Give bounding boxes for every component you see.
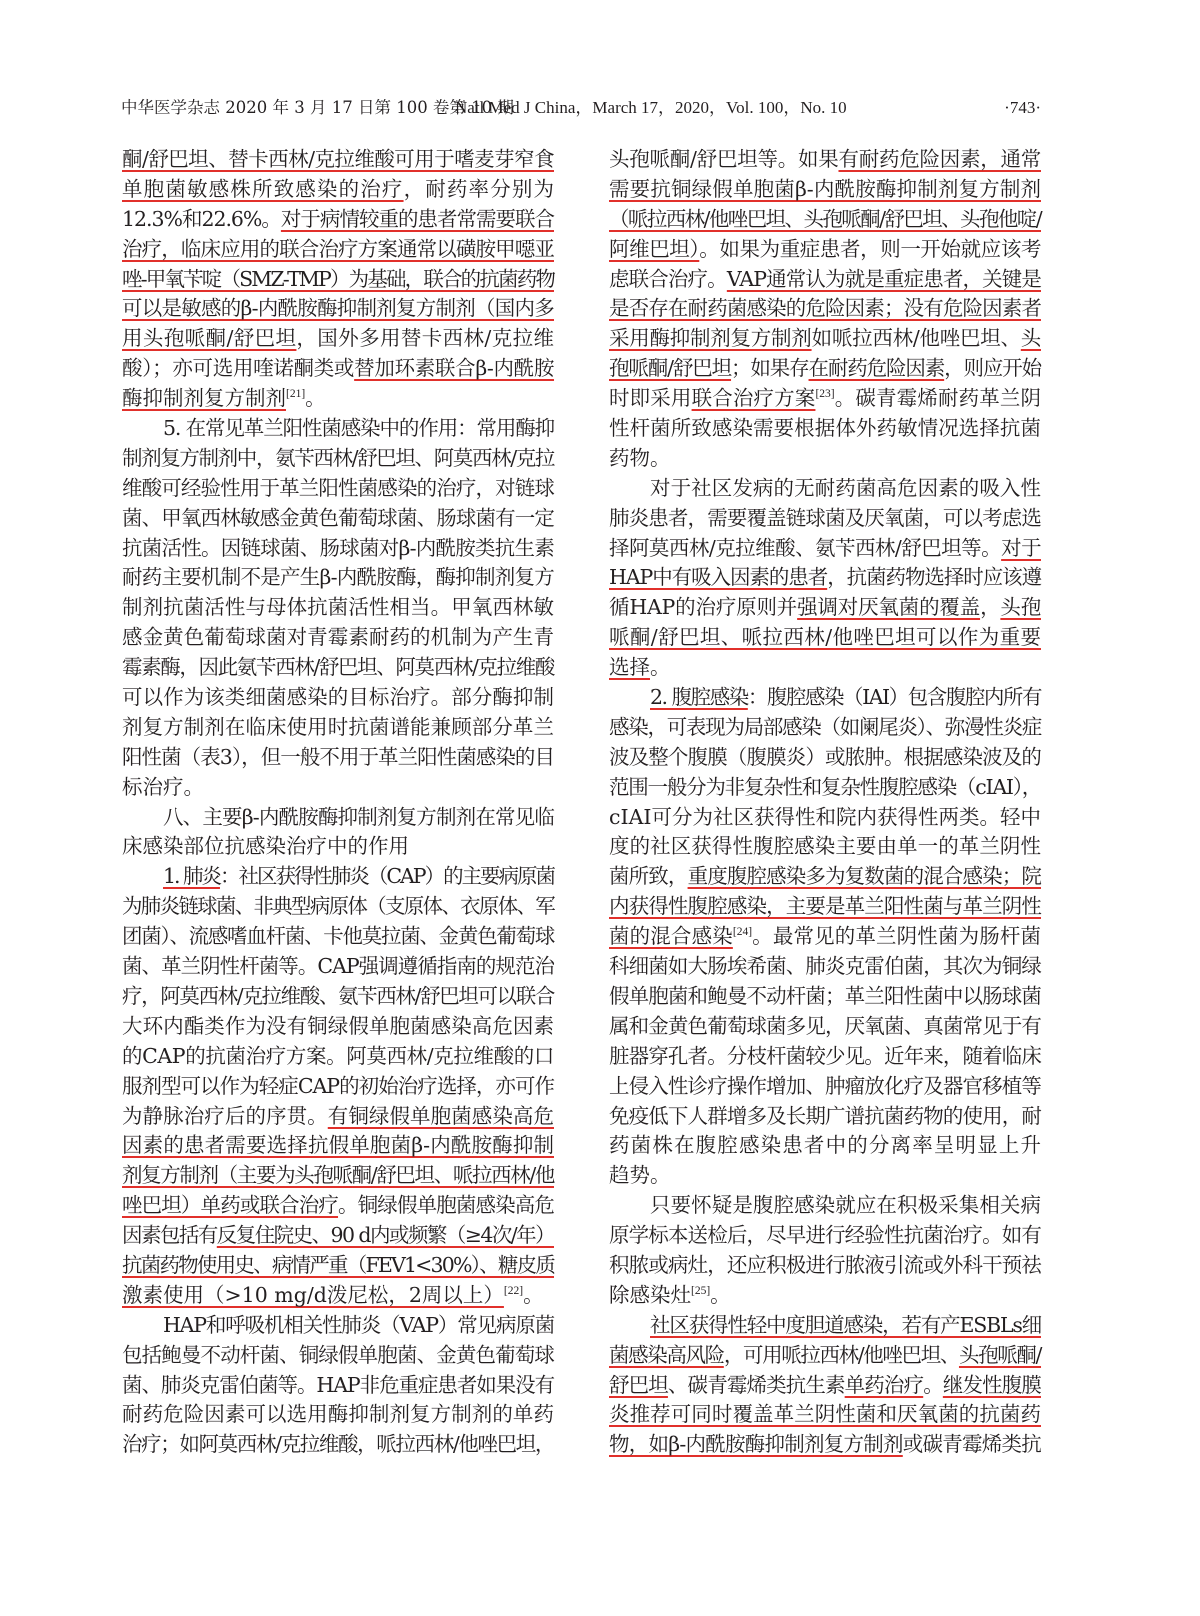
- text-span: 肺炎患者，需要覆盖链球菌及厌氧菌，可以考虑选: [609, 505, 1041, 530]
- underlined-text: 选择: [609, 655, 650, 680]
- text-line: [609, 354, 1041, 384]
- text-span: 5. 在常见革兰阳性菌感染中的作用：常用酶抑: [163, 416, 554, 441]
- text-line: [122, 324, 554, 354]
- underlined-text: 社区获得性轻中度胆道感染，若有产ESBLs细: [650, 1312, 1041, 1337]
- paragraph: [609, 145, 1041, 474]
- text-line: [609, 324, 1041, 354]
- underlined-text: 孢哌酮/舒巴坦: [609, 356, 732, 381]
- text-line: [609, 145, 1041, 175]
- underlined-text: 有耐药危险因素，通常: [838, 147, 1041, 171]
- underlined-text: 舒巴坦: [609, 1372, 668, 1397]
- text-span: 度的社区获得性腹腔感染主要由单一的革兰阴性: [609, 834, 1041, 859]
- text-span: 属和金黄色葡萄球菌多见，厌氧菌、真菌常见于有: [609, 1013, 1041, 1038]
- text-span: 或碳青霉烯类抗: [902, 1432, 1042, 1457]
- text-span: 维酸可经验性用于革兰阳性菌感染的治疗，对链球: [122, 475, 554, 500]
- text-span: 如哌拉西林/他唑巴坦、: [811, 326, 1021, 351]
- text-line: [609, 205, 1041, 235]
- text-span: 免疫低下人群增多及长期广谱抗菌药物的使用，耐: [609, 1103, 1041, 1128]
- text-line: [122, 205, 554, 235]
- underlined-text: 物，如β-内酰胺酶抑制剂复方制剂: [609, 1432, 903, 1457]
- text-line: [609, 1430, 1041, 1460]
- text-span: 的CAP的抗菌治疗方案。阿莫西林/克拉维酸的口: [122, 1043, 554, 1068]
- underlined-text: 头孢: [1000, 595, 1041, 620]
- underlined-text: 是否存在耐药菌感染的危险因素；没有危险因素者: [609, 296, 1041, 321]
- underlined-text: 头孢哌酮/: [958, 1342, 1042, 1367]
- text-line: [122, 922, 554, 952]
- text-span: 床感染部位抗感染治疗中的作用: [122, 834, 409, 859]
- text-line: [122, 1012, 554, 1042]
- underlined-text: 1. 肺炎: [163, 864, 220, 889]
- paragraph: [122, 862, 554, 1310]
- text-line: [122, 623, 554, 653]
- text-line: [609, 235, 1041, 265]
- text-line: [609, 832, 1041, 862]
- underlined-text: 重度腹腔感染多为复数菌的混合感染；院: [687, 864, 1041, 889]
- text-line: [122, 474, 554, 504]
- text-span: 波及整个腹膜（腹膜炎）或脓肿。根据感染波及的: [609, 744, 1041, 769]
- underlined-text: （哌拉西林/他唑巴坦、头孢哌酮/舒巴坦、头孢他啶/: [609, 206, 1041, 231]
- text-line: [609, 862, 1041, 892]
- text-span: ，: [980, 595, 1001, 620]
- text-span: 积脓或病灶，还应积极进行脓液引流或外科干预祛: [609, 1252, 1041, 1277]
- underlined-text: 激素使用（>10 mg/d泼尼松，2周以上）: [122, 1282, 504, 1307]
- text-span: 菌、甲氧西林敏感金黄色葡萄球菌、肠球菌有一定: [122, 505, 554, 530]
- text-span: 脏器穿孔者。分枝杆菌较少见。近年来，随着临床: [609, 1043, 1041, 1068]
- text-line: [609, 623, 1041, 653]
- text-span: 假单胞菌和鲍曼不动杆菌；革兰阳性菌中以肠球菌: [609, 983, 1041, 1008]
- text-line: [609, 474, 1041, 504]
- text-span: 霉素酶，因此氨苄西林/舒巴坦、阿莫西林/克拉维酸: [122, 655, 554, 680]
- underlined-text: 菌的混合感染: [609, 924, 733, 949]
- text-span: 科细菌如大肠埃希菌、肺炎克雷伯菌，其次为铜绿: [609, 954, 1041, 979]
- text-line: [122, 1161, 554, 1191]
- text-span: 。如果为重症患者，则一开始就应该考: [699, 236, 1041, 261]
- underlined-text: 联合治疗方案: [691, 386, 816, 411]
- text-line: [122, 803, 554, 833]
- underlined-text: 有铜绿假单胞菌感染高危: [327, 1103, 554, 1128]
- underlined-text: 酶抑制剂复方制剂: [122, 386, 286, 411]
- text-line: [122, 1341, 554, 1371]
- underlined-text: 强调对厌氧菌的覆盖: [797, 595, 981, 620]
- text-line: [609, 593, 1041, 623]
- text-line: [122, 354, 554, 384]
- text-line: [122, 1072, 554, 1102]
- text-span: 对于社区发病的无耐药菌高危因素的吸入性: [650, 475, 1041, 500]
- underlined-text: 阿维巴坦）: [609, 236, 700, 261]
- text-span: 。: [305, 386, 326, 411]
- text-line: [609, 444, 1041, 474]
- text-span: HAP和呼吸机相关性肺炎（VAP）常见病原菌: [163, 1312, 554, 1337]
- right-column: [609, 145, 1041, 1460]
- text-span: ，则应开始: [944, 356, 1041, 381]
- citation-ref: [24]: [732, 926, 753, 939]
- paragraph: [609, 474, 1041, 683]
- text-line: [609, 713, 1041, 743]
- text-line: [609, 563, 1041, 593]
- text-span: 包括鲍曼不动杆菌、铜绿假单胞菌、金黄色葡萄球: [122, 1342, 554, 1367]
- text-line: [609, 294, 1041, 324]
- underlined-text: 头: [1020, 326, 1041, 351]
- text-line: [122, 653, 554, 683]
- underlined-text: 唑巴坦）单药或联合治疗: [122, 1193, 339, 1218]
- underlined-text: 炎推荐可同时覆盖革兰阴性菌和厌氧菌的抗菌药: [609, 1402, 1041, 1427]
- text-line: [609, 743, 1041, 773]
- text-span: 趋势。: [609, 1163, 671, 1188]
- underlined-text: 需要抗铜绿假单胞菌β-内酰胺酶抑制剂复方制剂: [609, 176, 1041, 201]
- underlined-text: 剂复方制剂（主要为头孢哌酮/舒巴坦、哌拉西林/他: [122, 1163, 554, 1188]
- underlined-text: 采用酶抑制剂复方制剂: [609, 326, 812, 351]
- text-line: [609, 1012, 1041, 1042]
- text-span: 团菌）、流感嗜血杆菌、卡他莫拉菌、金黄色葡萄球: [122, 924, 554, 949]
- citation-ref: [22]: [503, 1284, 524, 1297]
- text-line: [609, 1102, 1041, 1132]
- text-span: 感染，可表现为局部感染（如阑尾炎）、弥漫性炎症: [609, 714, 1041, 739]
- text-span: 疗，阿莫西林/克拉维酸、氨苄西林/舒巴坦可以联合: [122, 983, 554, 1008]
- text-span: 标治疗。: [122, 774, 204, 799]
- underlined-text: 在耐药危险因素: [808, 356, 945, 381]
- text-span: 为肺炎链球菌、非典型病原体（支原体、衣原体、军: [122, 894, 554, 919]
- text-span: ，抗菌药物选择时应该遵: [827, 565, 1041, 590]
- text-line: [609, 1400, 1041, 1430]
- text-line: [122, 1131, 554, 1161]
- underlined-text: 用头孢哌酮/舒巴坦: [122, 326, 297, 351]
- paragraph: [122, 803, 554, 863]
- text-line: [609, 1072, 1041, 1102]
- text-span: 可以作为该类细菌感染的目标治疗。部分酶抑制: [122, 685, 554, 710]
- text-span: 菌、肺炎克雷伯菌等。HAP非危重症患者如果没有: [122, 1372, 554, 1397]
- citation-ref: [21]: [286, 388, 306, 401]
- citation-ref: [25]: [691, 1284, 711, 1297]
- text-span: 剂复方制剂在临床使用时抗菌谱能兼顾部分革兰: [122, 714, 554, 739]
- text-span: 感金黄色葡萄球菌对青霉素耐药的机制为产生青: [122, 625, 554, 650]
- text-span: 时即采用: [609, 386, 692, 411]
- paragraph: [122, 1311, 554, 1460]
- text-line: [122, 1311, 554, 1341]
- text-line: [609, 653, 1041, 683]
- text-line: [609, 773, 1041, 803]
- text-line: [122, 1221, 554, 1251]
- text-span: 。: [650, 655, 671, 680]
- text-line: [609, 1042, 1041, 1072]
- text-line: [609, 1191, 1041, 1221]
- citation-ref: [23]: [815, 388, 835, 401]
- text-span: ，可用哌拉西林/他唑巴坦、: [723, 1342, 959, 1367]
- text-span: 12.3%和22.6%。: [122, 206, 281, 231]
- text-span: ；如果存: [731, 356, 809, 381]
- underlined-text: 酮/舒巴坦、替卡西林/克拉维酸可用于嗜麦芽窄食: [122, 147, 554, 171]
- text-span: 阳性菌（表3），但一般不用于革兰阳性菌感染的目: [122, 744, 554, 769]
- text-line: [609, 922, 1041, 952]
- paragraph: [609, 683, 1041, 1191]
- underlined-text: 内获得性腹腔感染，主要是革兰阳性菌与革兰阴性: [609, 894, 1041, 919]
- text-line: [609, 683, 1041, 713]
- text-line: [122, 1251, 554, 1281]
- text-span: 八、主要β-内酰胺酶抑制剂复方制剂在常见临: [163, 804, 554, 829]
- text-line: [122, 563, 554, 593]
- text-span: 大环内酯类作为没有铜绿假单胞菌感染高危因素: [122, 1013, 554, 1038]
- text-line: [609, 1341, 1041, 1371]
- underlined-text: 治疗，临床应用的联合治疗方案通常以磺胺甲噁亚: [122, 236, 554, 261]
- underlined-text: 替加环素联合β-内酰胺: [354, 356, 555, 381]
- text-line: [122, 713, 554, 743]
- text-line: [122, 1400, 554, 1430]
- text-span: 菌所致，: [609, 864, 688, 889]
- text-line: [122, 1042, 554, 1072]
- text-span: 、碳青霉烯类抗生素: [667, 1372, 845, 1397]
- text-span: 抗菌活性。因链球菌、肠球菌对β-内酰胺类抗生素: [122, 535, 554, 560]
- text-span: 耐药危险因素可以选用酶抑制剂复方制剂的单药: [122, 1402, 554, 1427]
- text-line: [609, 1281, 1041, 1311]
- text-line: [609, 952, 1041, 982]
- text-line: [122, 832, 554, 862]
- text-line: [122, 1102, 554, 1132]
- paragraph: [122, 414, 554, 803]
- text-line: [609, 534, 1041, 564]
- text-span: 菌、革兰阴性杆菌等。CAP强调遵循指南的规范治: [122, 954, 554, 979]
- underlined-text: 继发性腹膜: [942, 1372, 1041, 1397]
- underlined-text: 2. 腹腔感染: [650, 685, 748, 710]
- text-line: [609, 1161, 1041, 1191]
- text-span: 。碳青霉烯耐药革兰阴: [834, 386, 1042, 411]
- text-span: 除感染灶: [609, 1282, 691, 1307]
- text-line: [609, 982, 1041, 1012]
- underlined-text: 唑-甲氧苄啶（SMZ-TMP）为基础，联合的抗菌药物: [122, 266, 554, 291]
- text-line: [122, 534, 554, 564]
- text-span: 因素包括有: [122, 1223, 217, 1248]
- text-span: 范围一般分为非复杂性和复杂性腹腔感染（cIAI），: [609, 774, 1041, 799]
- text-span: 为静脉治疗后的序贯。: [122, 1103, 328, 1128]
- text-line: [122, 743, 554, 773]
- text-line: [609, 1221, 1041, 1251]
- text-line: [122, 683, 554, 713]
- text-span: ，耐药率分别为: [403, 176, 555, 201]
- text-span: 头孢哌酮/舒巴坦等。如果: [609, 147, 839, 171]
- text-line: [122, 1371, 554, 1401]
- text-span: cIAI可分为社区获得性和院内获得性两类。轻中: [609, 804, 1041, 829]
- text-line: [122, 414, 554, 444]
- text-line: [122, 265, 554, 295]
- paragraph: [609, 1191, 1041, 1311]
- left-column: [122, 145, 554, 1460]
- underlined-text: 因素的患者需要选择抗假单胞菌β-内酰胺酶抑制: [122, 1133, 554, 1158]
- underlined-text: 菌感染高风险: [609, 1342, 724, 1367]
- text-line: [122, 952, 554, 982]
- underlined-text: 对于病情较重的患者常需要联合: [280, 206, 554, 231]
- paragraph: [122, 145, 554, 414]
- text-span: 。: [923, 1372, 943, 1397]
- text-span: 服剂型可以作为轻症CAP的初始治疗选择，亦可作: [122, 1073, 554, 1098]
- text-line: [609, 504, 1041, 534]
- text-span: 性杆菌所致感染需要根据体外药敏情况选择抗菌: [609, 416, 1041, 441]
- underlined-text: 对于: [1001, 535, 1041, 560]
- text-span: 耐药主要机制不是产生β-内酰胺酶，酶抑制剂复方: [122, 565, 554, 590]
- text-line: [122, 593, 554, 623]
- underlined-text: 可以是敏感的β-内酰胺酶抑制剂复方制剂（国内多: [122, 296, 554, 321]
- text-line: [609, 1311, 1041, 1341]
- text-line: [122, 862, 554, 892]
- text-line: [609, 803, 1041, 833]
- text-line: [609, 265, 1041, 295]
- text-line: [122, 294, 554, 324]
- text-line: [609, 175, 1041, 205]
- text-line: [122, 235, 554, 265]
- text-span: 只要怀疑是腹腔感染就应在积极采集相关病: [650, 1193, 1041, 1218]
- text-span: ：腹腔感染（IAI）包含腹腔内所有: [747, 685, 1041, 710]
- text-line: [122, 444, 554, 474]
- text-line: [609, 1371, 1041, 1401]
- text-span: 制剂抗菌活性与母体抗菌活性相当。甲氧西林敏: [122, 595, 554, 620]
- text-span: 。: [710, 1282, 731, 1307]
- underlined-text: VAP通常认为就是重症患者，关键是: [726, 266, 1041, 291]
- text-span: 上侵入性诊疗操作增加、肿瘤放化疗及器官移植等: [609, 1073, 1041, 1098]
- text-span: 药菌株在腹腔感染患者中的分离率呈明显上升: [609, 1133, 1041, 1158]
- text-line: [122, 892, 554, 922]
- underlined-text: 哌酮/舒巴坦、哌拉西林/他唑巴坦可以作为重要: [609, 625, 1041, 650]
- underlined-text: 反复住院史、90 d内或频繁（≥4次/年）: [216, 1223, 554, 1248]
- text-line: [609, 414, 1041, 444]
- text-line: [122, 1430, 554, 1460]
- text-span: 。最常见的革兰阴性菌为肠杆菌: [752, 924, 1042, 949]
- text-span: ：社区获得性肺炎（CAP）的主要病原菌: [219, 864, 554, 889]
- running-header-cn: 中华医学杂志 2020 年 3 月 17 日第 100 卷第 10 期: [121, 98, 514, 117]
- text-line: [122, 504, 554, 534]
- underlined-text: 单胞菌敏感株所致感染的治疗: [122, 176, 404, 201]
- text-line: [609, 892, 1041, 922]
- text-span: 药物。: [609, 445, 671, 470]
- text-span: 循HAP的治疗原则并: [609, 595, 798, 620]
- text-span: 原学标本送检后，尽早进行经验性抗菌治疗。如有: [609, 1223, 1041, 1248]
- text-line: [122, 145, 554, 175]
- page-number: ·743·: [1004, 98, 1041, 117]
- text-span: 制剂复方制剂中，氨苄西林/舒巴坦、阿莫西林/克拉: [122, 445, 554, 470]
- text-line: [609, 384, 1041, 414]
- text-span: 虑联合治疗。: [609, 266, 727, 291]
- text-span: 择阿莫西林/克拉维酸、氨苄西林/舒巴坦等。: [609, 535, 1002, 560]
- running-header-en: Natl Med J China，March 17，2020，Vol. 100，No. 10: [455, 98, 847, 117]
- text-line: [122, 773, 554, 803]
- text-line: [609, 1131, 1041, 1161]
- text-span: 。铜绿假单胞菌感染高危: [338, 1193, 555, 1218]
- text-line: [122, 982, 554, 1012]
- text-line: [122, 1191, 554, 1221]
- underlined-text: 抗菌药物使用史、病情严重（FEV1<30%）、糖皮质: [122, 1252, 554, 1277]
- text-span: 。: [523, 1282, 544, 1307]
- text-line: [122, 384, 554, 414]
- text-span: ，国外多用替卡西林/克拉维: [296, 326, 555, 351]
- text-line: [122, 175, 554, 205]
- text-span: 酸）；亦可选用喹诺酮类或: [122, 356, 355, 381]
- underlined-text: 单药治疗: [844, 1372, 924, 1397]
- text-line: [122, 1281, 554, 1311]
- underlined-text: HAP中有吸入因素的患者: [609, 565, 828, 590]
- text-line: [609, 1251, 1041, 1281]
- paragraph: [609, 1311, 1041, 1460]
- text-span: 治疗；如阿莫西林/克拉维酸，哌拉西林/他唑巴坦，: [122, 1432, 554, 1457]
